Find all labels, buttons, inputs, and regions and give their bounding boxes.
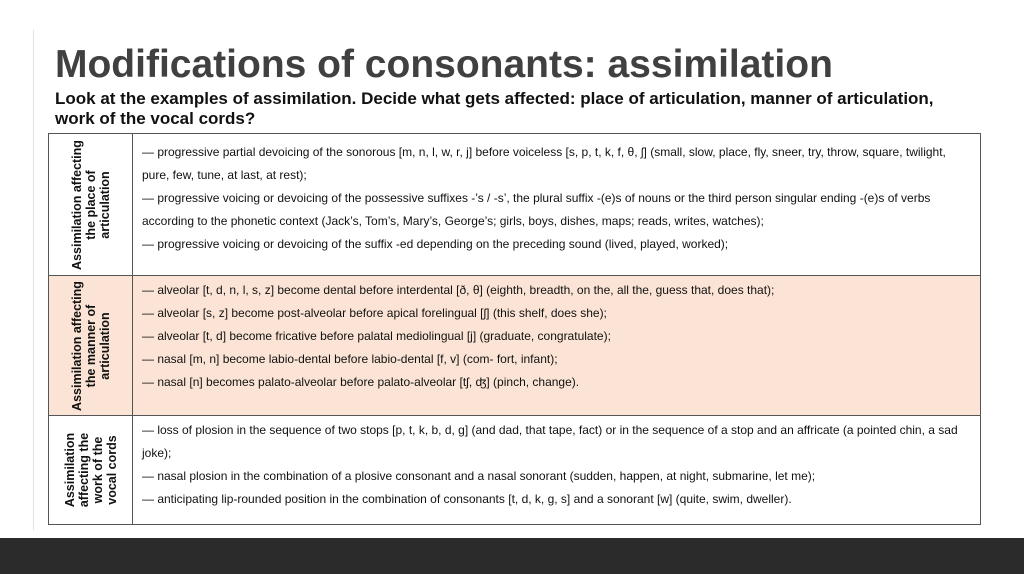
table-row-vocal-cords [49,416,980,524]
table-row-place [49,134,980,276]
row-label-cell [49,416,133,524]
row-label-cell [49,134,133,275]
slide-subtitle: Look at the examples of assimilation. Decide what gets affected: place of articulation, manner of articulation, work of the vocal cords? [55,89,934,128]
viewer-bottom-bar [0,538,1024,574]
assimilation-table [48,133,981,525]
slide-title: Modifications of consonants: assimilation [55,43,833,86]
example-line: — nasal [n] becomes palato-alveolar before palato-alveolar [tʃ, ʤ] (pinch, change). [142,375,580,389]
example-line: — nasal [m, n] become labio-dental before labio-dental [f, v] (com- fort, infant); [142,352,558,366]
slide-edge-line [33,30,34,530]
example-line: — alveolar [t, d] become fricative before palatal mediolingual [j] (graduate, congratulate); [142,329,611,343]
row-label-manner: Assimilation affecting the manner of articulation [69,280,112,411]
row-label-vocal-cords: Assimilation affecting the work of the vocal cords [62,432,119,508]
row-body-place [133,134,980,275]
row-body-manner [133,276,980,415]
example-line: — alveolar [t, d, n, l, s, z] become dental before interdental [ð, θ] (eighth, breadth, on the, all the, guess that, does that); [142,283,775,297]
example-line: — progressive voicing or devoicing of the suffix -ed depending on the preceding sound (lived, played, worked); [142,237,729,251]
row-body-vocal-cords [133,416,980,524]
table-row-manner [49,276,980,416]
row-label-cell [49,276,133,415]
example-line: — progressive partial devoicing of the sonorous [m, n, l, w, r, j] before voiceless [s, p, t, k, f, θ, ʃ] (small, slow, place, fly, sneer, try, throw, square, twilight, pure, few, tune, at last, at rest); [142,145,946,182]
row-label-place: Assimilation affecting the place of articulation [69,139,112,270]
example-line: — progressive voicing or devoicing of the possessive suffixes -’s / -s’, the plural suffix -(e)s of nouns or the third person singular ending -(e)s of verbs according to the phonetic context (Jack’s, Tom’s, Mary’s, George’s; girls, boys, dishes, maps; reads, writes, watches); [142,191,931,228]
example-line: — loss of plosion in the sequence of two stops [p, t, k, b, d, g] (and dad, that tape, fact) or in the sequence of a stop and an affricate (a pointed chin, a sad joke); [142,423,958,460]
example-line: — anticipating lip-rounded position in the combination of consonants [t, d, k, g, s] and a sonorant [w] (quite, swim, dweller). [142,492,792,506]
example-line: — alveolar [s, z] become post-alveolar before apical forelingual [ʃ] (this shelf, does she); [142,306,607,320]
example-line: — nasal plosion in the combination of a plosive consonant and a nasal sonorant (sudden, happen, at night, submarine, let me); [142,469,816,483]
